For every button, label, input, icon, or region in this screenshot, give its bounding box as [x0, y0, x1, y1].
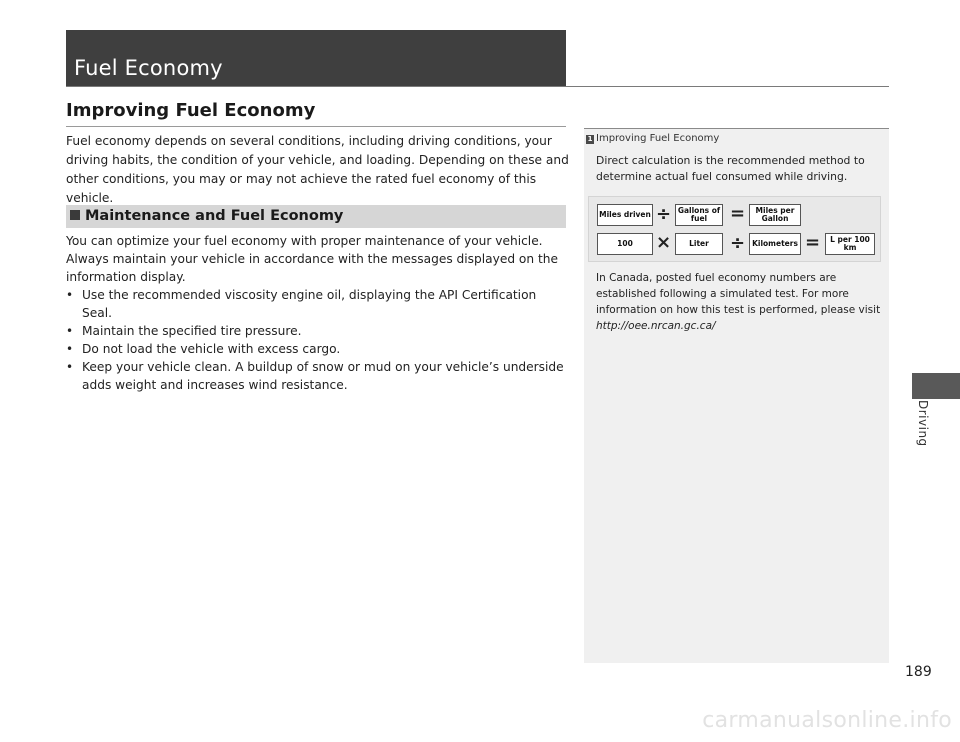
formula-box-gallons: Gallons of fuel — [675, 204, 723, 226]
formula-box-l-per-100km: L per 100 km — [825, 233, 875, 255]
note-title: Improving Fuel Economy — [596, 133, 720, 144]
subsection-body — [66, 232, 566, 394]
intro-paragraph: Fuel economy depends on several conditions, including driving conditions, your driving habits, the condition of your vehicle, and loading. Depending on these and other conditions, you may or may not achieve the rated fuel economy of this vehicle. — [66, 134, 569, 205]
list-item: • Use the recommended viscosity engine oil, displaying the API Certification Seal. — [66, 288, 537, 320]
equals-icon: = — [730, 203, 746, 224]
bullet-icon: • — [66, 324, 74, 338]
formula-box-mpg: Miles per Gallon — [749, 204, 801, 226]
oee-link[interactable]: http://oee.nrcan.gc.ca/ — [596, 320, 716, 332]
multiply-icon: × — [656, 232, 672, 253]
watermark: carmanualsonline.info — [702, 708, 952, 733]
formula-box-liter: Liter — [675, 233, 723, 255]
square-bullet-icon — [70, 210, 80, 220]
subsection-paragraph: You can optimize your fuel economy with proper maintenance of your vehicle. Always maintain your vehicle in accordance with the messages displayed on the information display. — [66, 234, 558, 284]
subsection-title: Maintenance and Fuel Economy — [85, 208, 344, 224]
formula-box-100: 100 — [597, 233, 653, 255]
section-divider — [66, 126, 566, 127]
list-item: • Keep your vehicle clean. A buildup of snow or mud on your vehicle’s underside adds weight and increases wind resistance. — [66, 360, 564, 392]
bullet-icon: • — [66, 360, 74, 374]
divide-icon: ÷ — [656, 204, 672, 225]
section-title: Improving Fuel Economy — [66, 100, 316, 121]
note-paragraph-canada: In Canada, posted fuel economy numbers are established following a simulated test. For more information on how this test is performed, please visit http://oee.nrcan.gc.ca/ — [596, 272, 881, 332]
bullet-list — [66, 286, 566, 394]
page-title: Fuel Economy — [74, 56, 223, 80]
fuel-formula-diagram — [588, 196, 881, 262]
list-item: • Do not load the vehicle with excess cargo. — [66, 342, 341, 356]
list-item: • Maintain the specified tire pressure. — [66, 324, 302, 338]
divide-icon: ÷ — [730, 233, 746, 254]
bullet-icon: • — [66, 342, 74, 356]
note-paragraph: Direct calculation is the recommended method to determine actual fuel consumed while driving. — [596, 154, 865, 183]
page-number: 189 — [905, 664, 932, 680]
formula-box-miles-driven: Miles driven — [597, 204, 653, 226]
formula-box-kilometers: Kilometers — [749, 233, 801, 255]
chapter-label: Driving — [916, 400, 930, 447]
note-divider — [584, 128, 889, 129]
note-reference-badge: 1 — [587, 135, 593, 143]
equals-icon: = — [805, 232, 821, 253]
bullet-icon: • — [66, 288, 74, 302]
chapter-tab[interactable] — [912, 373, 960, 399]
header-divider — [66, 86, 889, 87]
